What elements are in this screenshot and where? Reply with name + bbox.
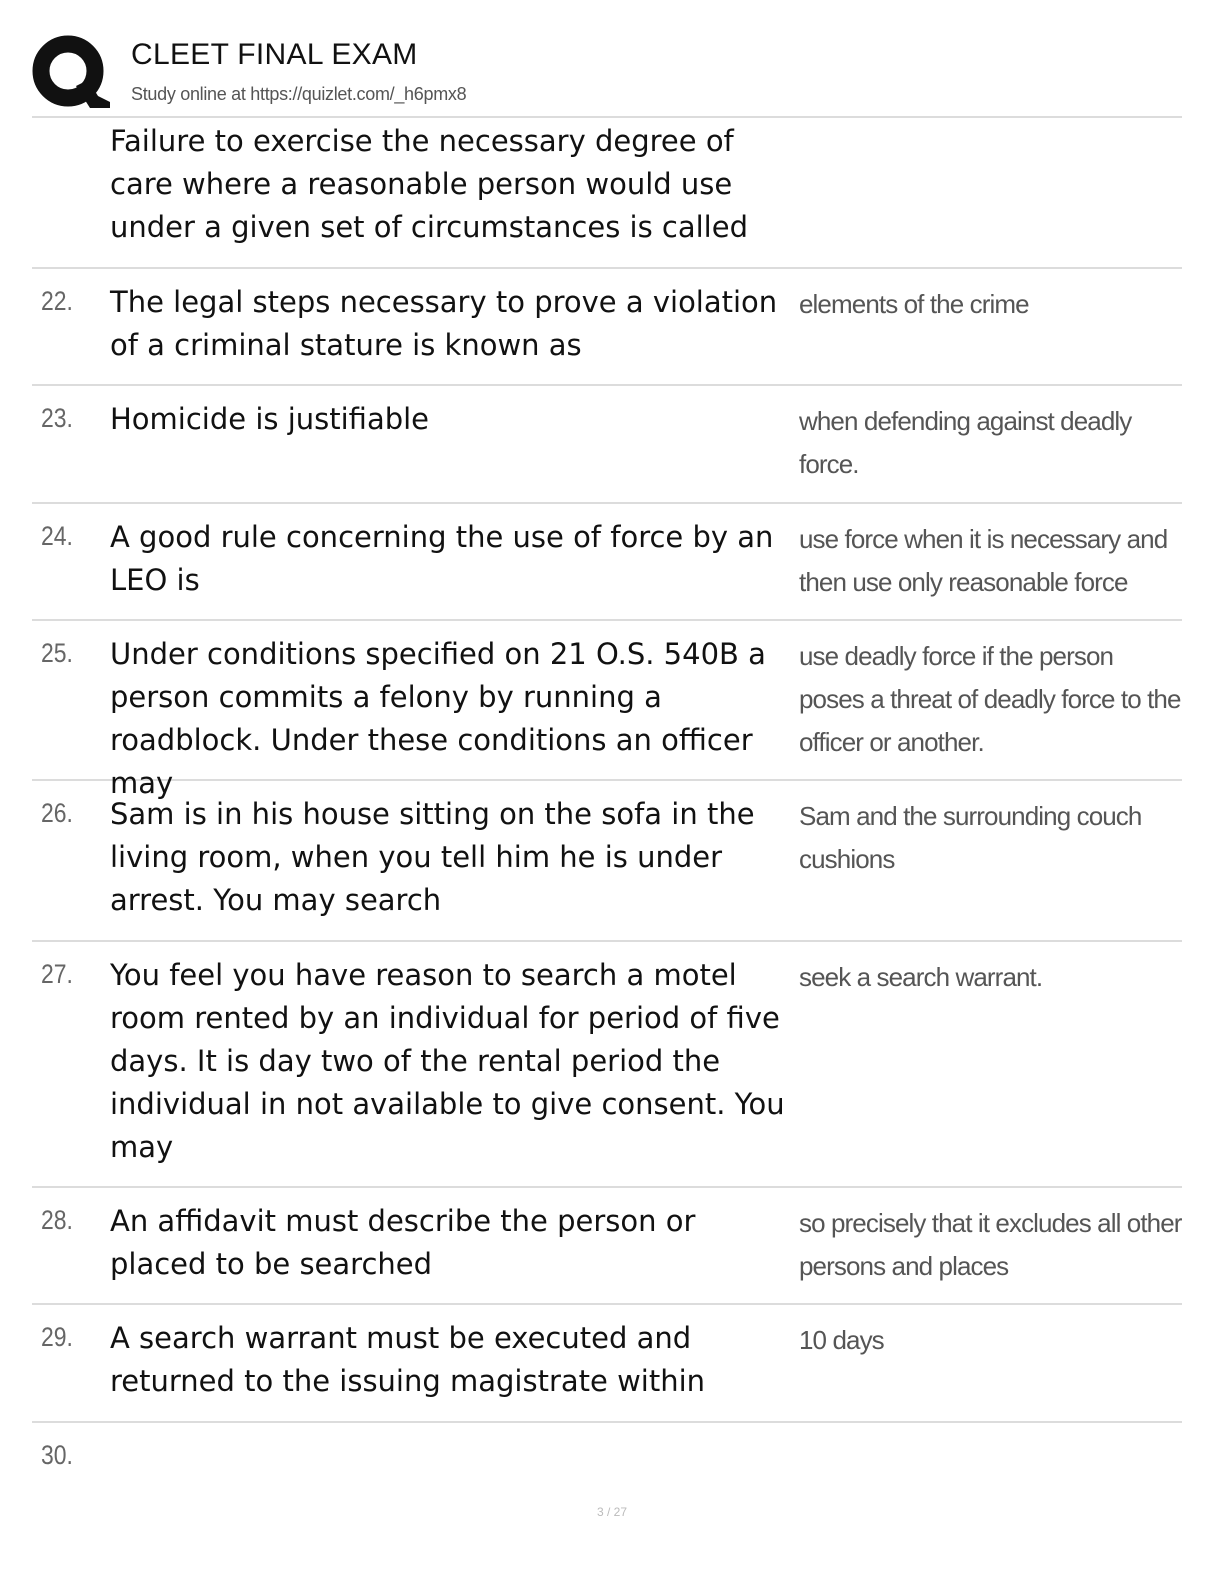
flashcard-27 bbox=[32, 942, 1182, 1188]
flashcard-25 bbox=[32, 621, 1182, 800]
card-term: A good rule concerning the use of force by an LEO is bbox=[110, 520, 774, 597]
card-definition: use force when it is necessary and then use only reasonable force bbox=[799, 524, 1168, 597]
flashcard-29 bbox=[32, 1305, 1182, 1423]
card-number: 29. bbox=[41, 1322, 73, 1352]
card-number: 26. bbox=[41, 798, 73, 828]
card-term: Under conditions specified on 21 O.S. 540B a person commits a felony by running a roadblock. Under these conditions an officer may bbox=[110, 637, 766, 800]
card-definition: 10 days bbox=[799, 1325, 884, 1355]
card-term: A search warrant must be executed and returned to the issuing magistrate within bbox=[110, 1321, 706, 1398]
card-definition: Sam and the surrounding couch cushions bbox=[799, 801, 1142, 874]
flashcard-26 bbox=[32, 781, 1182, 942]
flashcard-24 bbox=[32, 504, 1182, 621]
card-number: 27. bbox=[41, 959, 73, 989]
card-definition: seek a search warrant. bbox=[799, 962, 1043, 992]
page-title: CLEET FINAL EXAM bbox=[131, 38, 418, 71]
card-term: Homicide is justifiable bbox=[110, 402, 430, 436]
card-definition: elements of the crime bbox=[799, 289, 1029, 319]
card-definition: when defending against deadly force. bbox=[799, 406, 1132, 479]
quizlet-logo-icon bbox=[32, 34, 110, 112]
card-number: 28. bbox=[41, 1205, 73, 1235]
card-term: Sam is in his house sitting on the sofa in the living room, when you tell him he is under arrest. You may search bbox=[110, 797, 755, 917]
flashcard-list bbox=[32, 118, 1182, 1503]
card-number: 25. bbox=[41, 638, 73, 668]
card-term: An affidavit must describe the person or placed to be searched bbox=[110, 1204, 696, 1281]
card-number: 23. bbox=[41, 403, 73, 433]
card-number: 30. bbox=[41, 1440, 73, 1470]
card-term: Failure to exercise the necessary degree of care where a reasonable person would use under a given set of circumstances is called bbox=[110, 124, 748, 244]
card-number: 22. bbox=[41, 286, 73, 316]
card-number: 24. bbox=[41, 521, 73, 551]
card-definition: use deadly force if the person poses a threat of deadly force to the officer or another. bbox=[799, 641, 1181, 757]
study-online-link[interactable]: Study online at https://quizlet.com/_h6pmx8 bbox=[131, 84, 467, 104]
flashcard-21 bbox=[32, 118, 1182, 269]
page-header bbox=[32, 34, 1182, 116]
flashcard-28 bbox=[32, 1188, 1182, 1305]
page-number: 3 / 27 bbox=[596, 1505, 628, 1519]
card-term: The legal steps necessary to prove a violation of a criminal stature is known as bbox=[110, 285, 778, 362]
flashcard-22 bbox=[32, 269, 1182, 386]
card-definition: so precisely that it excludes all other persons and places bbox=[799, 1208, 1182, 1281]
flashcard-23 bbox=[32, 386, 1182, 504]
card-term: You feel you have reason to search a motel room rented by an individual for period of five days. It is day two of the rental period the individual in not available to give consent. You may bbox=[110, 958, 785, 1164]
flashcard-30 bbox=[32, 1423, 1182, 1503]
